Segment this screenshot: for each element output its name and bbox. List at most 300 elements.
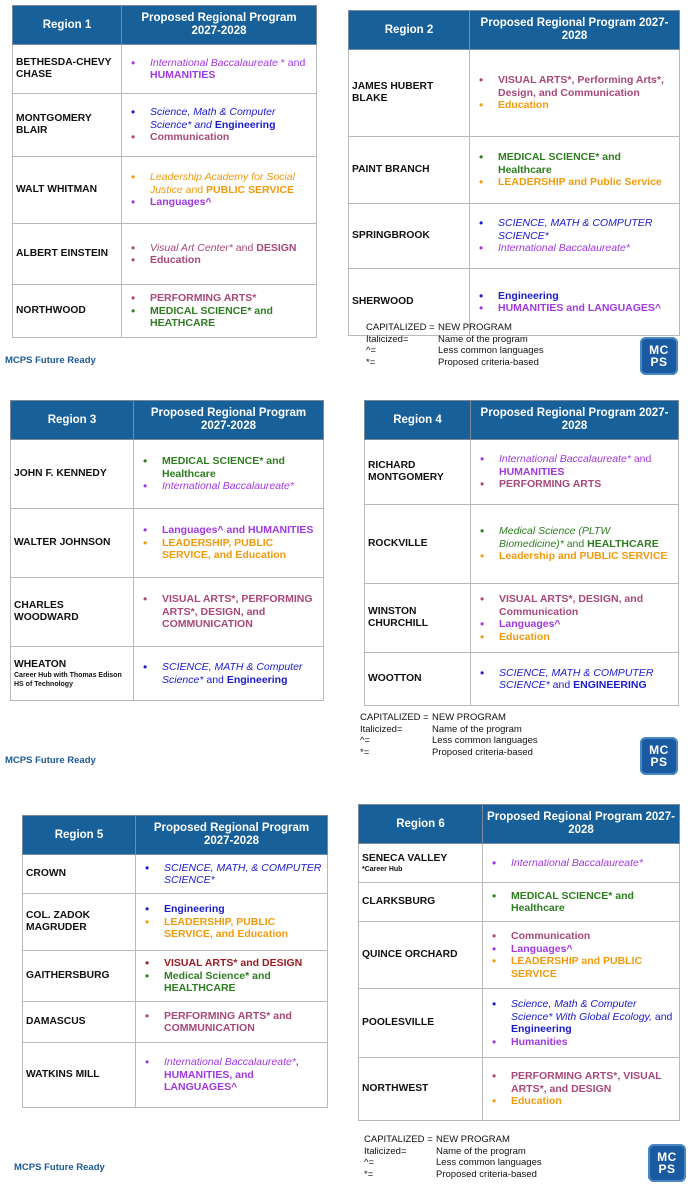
program-text: MEDICAL SCIENCE* and Healthcare [498, 151, 621, 176]
table-header-row [365, 401, 679, 440]
program-cell [136, 951, 328, 1002]
program-item [483, 1095, 676, 1108]
program-item [122, 131, 313, 144]
legend-key: Italicized= [360, 723, 403, 735]
program-item [122, 292, 313, 305]
legend-value: Less common languages [436, 1157, 542, 1168]
program-item [134, 524, 320, 537]
program-item [136, 1010, 324, 1035]
program-cell [471, 584, 679, 653]
program-text: LEADERSHIP and Public Service [498, 176, 662, 189]
school-cell [11, 440, 134, 509]
program-text: Science, Math & Computer Science* [150, 106, 276, 131]
program-item [471, 631, 675, 644]
logo-line-2: PS [650, 755, 668, 769]
school-name: WATKINS MILL [26, 1069, 100, 1080]
legend-row [366, 357, 544, 369]
program-item [134, 480, 320, 493]
legend-key: *= [366, 356, 376, 368]
program-list [470, 217, 679, 255]
school-cell [13, 224, 122, 285]
table-row [359, 922, 680, 989]
program-item [122, 171, 313, 196]
program-text: MEDICAL SCIENCE* and Healthcare [511, 889, 634, 914]
program-list [483, 890, 679, 915]
program-text: International Baccalaureate* [162, 480, 294, 493]
table-row [23, 855, 328, 894]
program-header: Proposed Regional Program 2027-2028 [134, 401, 324, 440]
program-cell [134, 440, 324, 509]
program-text: Engineering [498, 289, 559, 302]
logo-line-1: MC [657, 1150, 677, 1164]
legend [360, 712, 538, 758]
program-item [122, 57, 313, 82]
legend-row [364, 1157, 542, 1169]
program-cell [136, 1043, 328, 1108]
school-cell [359, 844, 483, 883]
program-cell [471, 653, 679, 706]
school-cell [365, 505, 471, 584]
school-name: POOLESVILLE [362, 1017, 435, 1028]
program-text: Languages^ and HUMANITIES [162, 524, 314, 537]
program-item [136, 916, 324, 941]
program-text: VISUAL ARTS*, PERFORMING ARTS*, DESIGN, and COMMUNICATION [162, 593, 313, 631]
school-name: SENECA VALLEY [362, 852, 448, 864]
program-item [122, 196, 313, 209]
table-row [23, 1002, 328, 1043]
school-name: WALT WHITMAN [16, 184, 98, 195]
table-row [349, 204, 680, 269]
legend [366, 322, 544, 368]
legend-row [360, 735, 538, 747]
program-list [483, 1070, 679, 1108]
mcps-logo [648, 1144, 686, 1182]
footer-text: MCPS Future Ready [5, 355, 96, 366]
legend-value: Proposed criteria-based [432, 746, 533, 758]
program-text: Languages^ [499, 618, 561, 630]
school-name: QUINCE ORCHARD [362, 949, 458, 960]
program-text: International Baccalaureate* [511, 856, 643, 869]
program-cell [471, 505, 679, 584]
program-item [134, 593, 320, 631]
school-name: CLARKSBURG [362, 896, 436, 907]
table-row [359, 989, 680, 1058]
legend-value: Less common languages [438, 345, 544, 356]
table-row [349, 137, 680, 204]
program-item [470, 290, 676, 303]
region-name: Region 1 [13, 6, 122, 45]
legend-value: Name of the program [438, 333, 528, 345]
program-text: Medical Science (PLTW Biomedicine)* [499, 525, 611, 550]
region-4-table [364, 400, 679, 706]
school-cell [365, 584, 471, 653]
school-name: CHARLES WOODWARD [14, 600, 79, 623]
school-name: WHEATON [14, 658, 67, 670]
legend [364, 1134, 542, 1180]
program-cell [122, 94, 317, 157]
program-list [470, 151, 679, 189]
program-cell [483, 844, 680, 883]
program-text: International Baccalaureate* [498, 242, 630, 255]
program-text: Communication [511, 930, 591, 942]
table-row [359, 1058, 680, 1121]
school-cell [23, 1043, 136, 1108]
school-note: Career Hub with Thomas Edison HS of Technology [14, 671, 122, 688]
program-text: SCIENCE, MATH & Computer Science* [162, 661, 303, 686]
table-row [13, 285, 317, 338]
program-cell [122, 285, 317, 338]
school-name: CROWN [26, 868, 67, 879]
legend-key: ^= [364, 1157, 375, 1168]
table-header-row [349, 11, 680, 50]
program-text: LEADERSHIP, PUBLIC SERVICE, and Education [162, 536, 287, 562]
legend-row [360, 724, 538, 736]
program-text: Education [499, 630, 550, 643]
school-name: WOOTTON [368, 673, 422, 684]
program-text: International Baccalaureate* [164, 1056, 296, 1069]
program-list [134, 455, 323, 493]
program-cell [483, 883, 680, 922]
program-item [136, 957, 324, 970]
program-cell [136, 894, 328, 951]
school-name: SHERWOOD [352, 296, 414, 307]
region-name: Region 4 [365, 401, 471, 440]
program-cell [483, 989, 680, 1058]
region-3-table [10, 400, 324, 701]
program-text: Science, Math & Computer Science* With Global Ecology, [511, 998, 652, 1023]
school-name: PAINT BRANCH [352, 164, 430, 175]
legend-value: NEW PROGRAM [438, 322, 512, 333]
logo-line-2: PS [650, 355, 668, 369]
region-5-table [22, 815, 328, 1108]
legend-value: NEW PROGRAM [436, 1134, 510, 1145]
program-cell [471, 440, 679, 505]
program-item [483, 930, 676, 943]
program-list [483, 998, 679, 1048]
program-text: , HUMANITIES, and LANGUAGES^ [164, 1056, 299, 1094]
program-text: SCIENCE, MATH, & COMPUTER SCIENCE* [164, 861, 322, 886]
program-text: Education [498, 99, 549, 112]
legend-value: Name of the program [432, 723, 522, 735]
school-cell [359, 1058, 483, 1121]
school-cell [359, 922, 483, 989]
program-text: HUMANITIES and LANGUAGES^ [498, 302, 662, 314]
program-text: International Baccalaureate [150, 56, 278, 69]
program-item [483, 890, 676, 915]
program-item [470, 99, 676, 112]
table-header-row [11, 401, 324, 440]
table-row [11, 509, 324, 578]
program-text: LEADERSHIP, PUBLIC SERVICE, and Education [164, 915, 289, 941]
program-text: and [651, 1010, 673, 1023]
table-row [23, 1043, 328, 1108]
program-item [471, 525, 675, 550]
footer-text: MCPS Future Ready [5, 755, 96, 766]
program-item [471, 667, 675, 692]
region-name: Region 2 [349, 11, 470, 50]
program-list [136, 903, 327, 941]
program-text: and [182, 183, 207, 196]
program-header: Proposed Regional Program 2027-2028 [471, 401, 679, 440]
program-cell [470, 137, 680, 204]
mcps-logo [640, 737, 678, 775]
table-row [23, 894, 328, 951]
program-text: VISUAL ARTS*, DESIGN, and Communication [499, 593, 644, 618]
program-text: VISUAL ARTS* and DESIGN [164, 957, 303, 970]
table-row [365, 653, 679, 706]
region-name: Region 5 [23, 816, 136, 855]
table-row [11, 578, 324, 647]
program-item [483, 998, 676, 1036]
legend-key: CAPITALIZED = [360, 712, 429, 723]
mcps-logo [640, 337, 678, 375]
program-item [471, 478, 675, 491]
school-name: MONTGOMERY BLAIR [16, 113, 92, 136]
program-text: PERFORMING ARTS [499, 478, 602, 491]
legend-key: Italicized= [366, 333, 409, 345]
program-list [122, 106, 316, 144]
table-row [23, 951, 328, 1002]
school-cell [349, 50, 470, 137]
logo-line-2: PS [658, 1162, 676, 1176]
school-cell [23, 894, 136, 951]
legend-key: *= [364, 1168, 374, 1180]
table-row [349, 50, 680, 137]
program-text: Languages^ [511, 942, 573, 955]
logo-line-1: MC [649, 343, 669, 357]
program-item [483, 1070, 676, 1095]
program-text: Engineering [226, 673, 288, 686]
program-item [470, 242, 676, 255]
table-row [11, 440, 324, 509]
legend-key: ^= [366, 345, 377, 356]
school-name: NORTHWEST [362, 1083, 429, 1094]
program-item [122, 305, 313, 330]
program-text: International Baccalaureate* [499, 453, 631, 466]
program-cell [483, 1058, 680, 1121]
legend-row [360, 747, 538, 759]
legend-row [360, 712, 538, 724]
table-row [13, 224, 317, 285]
legend-value: Name of the program [436, 1145, 526, 1157]
program-item [470, 302, 676, 315]
program-text: MEDICAL SCIENCE* and Healthcare [162, 455, 285, 480]
program-text: Languages^ [150, 196, 212, 209]
program-cell [483, 922, 680, 989]
legend-key: ^= [360, 735, 371, 746]
program-text: ENGINEERING [573, 679, 647, 691]
program-cell [134, 509, 324, 578]
program-item [470, 74, 676, 99]
program-text: Engineering [164, 903, 225, 916]
program-list [122, 242, 316, 267]
region-6-table [358, 804, 680, 1121]
school-cell [359, 883, 483, 922]
program-item [134, 661, 320, 686]
school-name: WINSTON CHURCHILL [368, 606, 429, 629]
program-list [471, 453, 678, 491]
region-name: Region 6 [359, 805, 483, 844]
school-name: RICHARD MONTGOMERY [368, 460, 444, 483]
legend-row [366, 322, 544, 334]
program-item [470, 151, 676, 176]
school-name: NORTHWOOD [16, 305, 86, 316]
table-row [365, 584, 679, 653]
school-cell [349, 137, 470, 204]
program-item [122, 242, 313, 255]
legend-key: Italicized= [364, 1145, 407, 1157]
program-list [471, 525, 678, 563]
program-item [483, 943, 676, 956]
logo-line-1: MC [649, 743, 669, 757]
legend-key: CAPITALIZED = [364, 1134, 433, 1145]
program-text: MEDICAL SCIENCE* and HEATHCARE [150, 304, 273, 330]
program-item [136, 970, 324, 995]
program-item [134, 537, 320, 562]
school-cell [365, 653, 471, 706]
table-header-row [359, 805, 680, 844]
school-name: BETHESDA-CHEVY CHASE [16, 57, 112, 80]
program-list [122, 171, 316, 209]
program-header: Proposed Regional Program 2027-2028 [136, 816, 328, 855]
program-item [136, 862, 324, 887]
legend-value: NEW PROGRAM [432, 712, 506, 723]
school-cell [349, 204, 470, 269]
program-cell [122, 45, 317, 94]
program-text: and [563, 537, 588, 550]
program-cell [134, 647, 324, 701]
school-cell [13, 94, 122, 157]
legend-row [366, 345, 544, 357]
table-row [359, 844, 680, 883]
program-item [471, 550, 675, 563]
program-text: Leadership and PUBLIC SERVICE [499, 550, 668, 563]
region-1-table [12, 5, 317, 338]
footer-text: MCPS Future Ready [14, 1162, 105, 1173]
school-name: JOHN F. KENNEDY [14, 468, 107, 479]
program-text: and [630, 453, 652, 466]
school-cell [13, 157, 122, 224]
program-text: Engineering [214, 118, 276, 131]
program-text: Humanities [511, 1035, 568, 1048]
table-header-row [13, 6, 317, 45]
program-list [483, 857, 679, 870]
program-item [483, 955, 676, 980]
program-list [471, 667, 678, 692]
school-name: JAMES HUBERT BLAKE [352, 81, 434, 104]
legend-row [366, 334, 544, 346]
school-name: COL. ZADOK MAGRUDER [26, 910, 91, 933]
program-cell [470, 50, 680, 137]
table-row [359, 883, 680, 922]
program-list [134, 593, 323, 631]
school-cell [365, 440, 471, 505]
program-item [471, 593, 675, 618]
legend-value: Less common languages [432, 735, 538, 746]
program-item [470, 176, 676, 189]
program-list [122, 292, 316, 330]
program-item [136, 903, 324, 916]
program-list [136, 862, 327, 887]
program-text: and [203, 673, 227, 686]
program-list [136, 957, 327, 995]
program-list [483, 930, 679, 980]
program-list [134, 661, 323, 686]
program-text: Education [150, 254, 201, 266]
school-name: DAMASCUS [26, 1016, 86, 1027]
legend-row [364, 1146, 542, 1158]
program-text: * and [277, 56, 306, 69]
region-name: Region 3 [11, 401, 134, 440]
table-row [13, 157, 317, 224]
program-text: Education [511, 1095, 562, 1108]
program-text: HUMANITIES [150, 69, 216, 81]
program-text: Engineering [511, 1023, 572, 1035]
program-cell [136, 855, 328, 894]
program-text: DESIGN [256, 241, 297, 254]
program-text: VISUAL ARTS*, Performing Arts*, Design, and Communication [498, 74, 664, 99]
table-row [13, 45, 317, 94]
program-cell [470, 204, 680, 269]
program-item [483, 1036, 676, 1049]
legend-value: Proposed criteria-based [438, 356, 539, 368]
table-header-row [23, 816, 328, 855]
table-row [13, 94, 317, 157]
program-list [471, 593, 678, 643]
program-list [122, 57, 316, 82]
program-list [134, 524, 323, 562]
school-name: SPRINGBROOK [352, 230, 430, 241]
legend-row [364, 1169, 542, 1181]
program-text: HUMANITIES [499, 465, 565, 478]
program-header: Proposed Regional Program 2027-2028 [483, 805, 680, 844]
program-text: and [232, 241, 257, 254]
program-list [470, 74, 679, 112]
program-text: PUBLIC SERVICE [206, 183, 294, 196]
program-item [470, 217, 676, 242]
legend-value: Proposed criteria-based [436, 1168, 537, 1180]
program-list [136, 1010, 327, 1035]
school-name: ALBERT EINSTEIN [16, 248, 109, 259]
school-name: ROCKVILLE [368, 538, 428, 549]
program-text: Leadership Academy for Social Justice [150, 171, 295, 196]
program-text: LEADERSHIP and PUBLIC SERVICE [511, 955, 643, 980]
program-text: SCIENCE, MATH & COMPUTER SCIENCE* [499, 666, 654, 691]
program-text: Visual Art Center* [150, 241, 233, 254]
program-cell [122, 157, 317, 224]
program-item [122, 254, 313, 267]
school-cell [359, 989, 483, 1058]
program-cell [134, 578, 324, 647]
program-header: Proposed Regional Program 2027-2028 [122, 6, 317, 45]
program-text: PERFORMING ARTS* and COMMUNICATION [164, 1009, 292, 1034]
program-item [471, 453, 675, 478]
program-list [470, 290, 679, 315]
school-cell [13, 45, 122, 94]
program-list [136, 1056, 327, 1094]
program-item [136, 1056, 324, 1094]
school-cell [11, 578, 134, 647]
program-item [471, 618, 675, 631]
program-text: and [191, 118, 215, 131]
program-cell [136, 1002, 328, 1043]
program-text: and [549, 679, 574, 691]
region-2-table [348, 10, 680, 336]
legend-key: *= [360, 746, 370, 758]
program-text: Communication [150, 131, 230, 144]
program-text: SCIENCE, MATH & COMPUTER SCIENCE* [498, 217, 653, 242]
school-cell [23, 1002, 136, 1043]
